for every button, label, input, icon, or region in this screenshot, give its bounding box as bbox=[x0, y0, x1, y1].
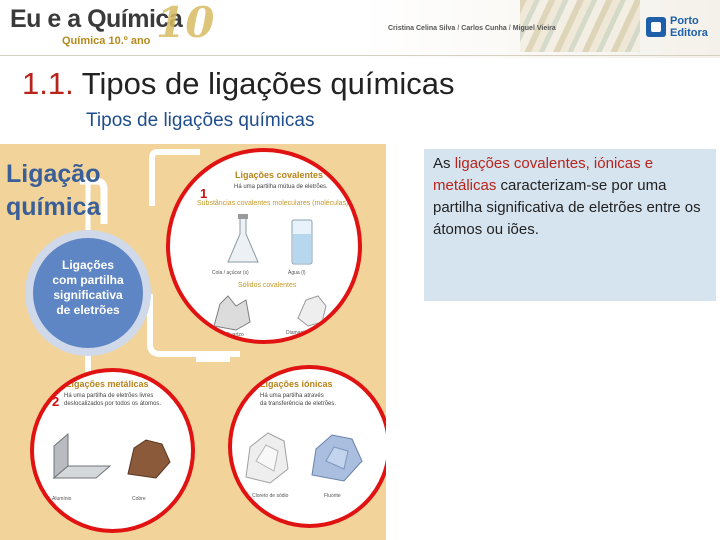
ionic-description-line1: Há uma partilha através bbox=[260, 393, 324, 399]
covalent-description: Há uma partilha mútua de eletrões. bbox=[234, 184, 328, 190]
publisher-icon bbox=[646, 17, 666, 37]
metallic-description bbox=[64, 392, 161, 408]
brand-subtitle: Química 10.º ano bbox=[62, 35, 151, 47]
author-2: Carlos Cunha bbox=[461, 25, 507, 32]
center-line-2: com partilha bbox=[52, 273, 124, 287]
header-divider bbox=[0, 55, 720, 56]
ionic-bond-circle bbox=[228, 365, 386, 528]
publisher-name-line1: Porto bbox=[670, 15, 699, 27]
quartz-and-diamond-image bbox=[206, 292, 336, 332]
covalent-label-c: Quartzo bbox=[226, 332, 244, 338]
publisher-name-line2: Editora bbox=[670, 27, 708, 39]
brand-logo-number: 10 bbox=[156, 0, 215, 47]
info-suffix: caracterizam-se por uma partilha significativa de eletrões entre os átomos ou iões. bbox=[433, 177, 701, 238]
info-box bbox=[424, 149, 716, 301]
figure-main-title-line1: Ligação bbox=[6, 160, 101, 188]
ionic-number: 3 bbox=[240, 389, 248, 404]
metallic-bond-circle bbox=[30, 368, 195, 533]
covalent-label-b: Água (l) bbox=[288, 270, 306, 276]
figure-main-title bbox=[6, 158, 100, 224]
metallic-number: 2 bbox=[52, 394, 60, 409]
author-separator: / bbox=[508, 25, 511, 32]
covalent-section-molecular: Substâncias covalentes moleculares (moléculas) bbox=[197, 200, 349, 207]
slide-subtitle: Tipos de ligações químicas bbox=[86, 110, 315, 131]
aluminium-and-copper-image bbox=[46, 428, 186, 488]
flask-and-water-image bbox=[210, 214, 340, 270]
author-3: Miguel Vieira bbox=[512, 25, 556, 32]
covalent-number: 1 bbox=[200, 186, 208, 201]
ionic-description-line2: da transferência de eletrões. bbox=[260, 401, 337, 407]
info-prefix: As bbox=[433, 155, 455, 172]
section-number: 1.1. bbox=[22, 66, 74, 101]
header-banner bbox=[0, 0, 720, 58]
ionic-label-b: Fluorite bbox=[324, 493, 341, 499]
brand-logo-text: Eu e a Química bbox=[10, 5, 183, 33]
salt-and-fluorite-image bbox=[232, 417, 386, 487]
covalent-label-a: Cola / açúcar (s) bbox=[212, 270, 249, 276]
metallic-description-line2: deslocalizados por todos os átomos. bbox=[64, 401, 162, 407]
center-line-1: Ligações bbox=[61, 258, 115, 272]
authors-line bbox=[388, 25, 556, 32]
bonding-infographic bbox=[0, 144, 386, 540]
author-separator: / bbox=[457, 25, 460, 32]
center-line-4: de eletrões bbox=[56, 303, 120, 317]
publisher-name bbox=[670, 15, 708, 39]
figure-main-title-line2: química bbox=[6, 193, 101, 221]
publisher-logo bbox=[646, 15, 716, 43]
covalent-section-solids: Sólidos covalentes bbox=[238, 282, 297, 289]
center-concept-text bbox=[33, 258, 143, 318]
covalent-bond-circle bbox=[166, 148, 362, 344]
author-1: Cristina Celina Silva bbox=[388, 25, 456, 32]
metallic-label-b: Cobre bbox=[132, 496, 146, 502]
metallic-description-line1: Há uma partilha de eletrões livres bbox=[64, 393, 154, 399]
covalent-label-d: Diamante bbox=[286, 330, 308, 336]
info-highlight: ligações covalentes, iónicas e metálicas bbox=[433, 155, 654, 194]
center-concept-circle bbox=[33, 238, 143, 348]
covalent-heading: Ligações covalentes bbox=[235, 170, 324, 180]
slide-title bbox=[22, 66, 454, 102]
ionic-description bbox=[260, 392, 336, 408]
center-line-3: significativa bbox=[53, 288, 123, 302]
metallic-heading: Ligações metálicas bbox=[66, 379, 149, 389]
ionic-label-a: Cloreto de sódio bbox=[252, 493, 289, 499]
metallic-label-a: Alumínio bbox=[52, 496, 72, 502]
slide-title-text: Tipos de ligações químicas bbox=[81, 66, 455, 101]
ionic-heading: Ligações iónicas bbox=[260, 379, 333, 389]
info-text bbox=[433, 153, 713, 241]
